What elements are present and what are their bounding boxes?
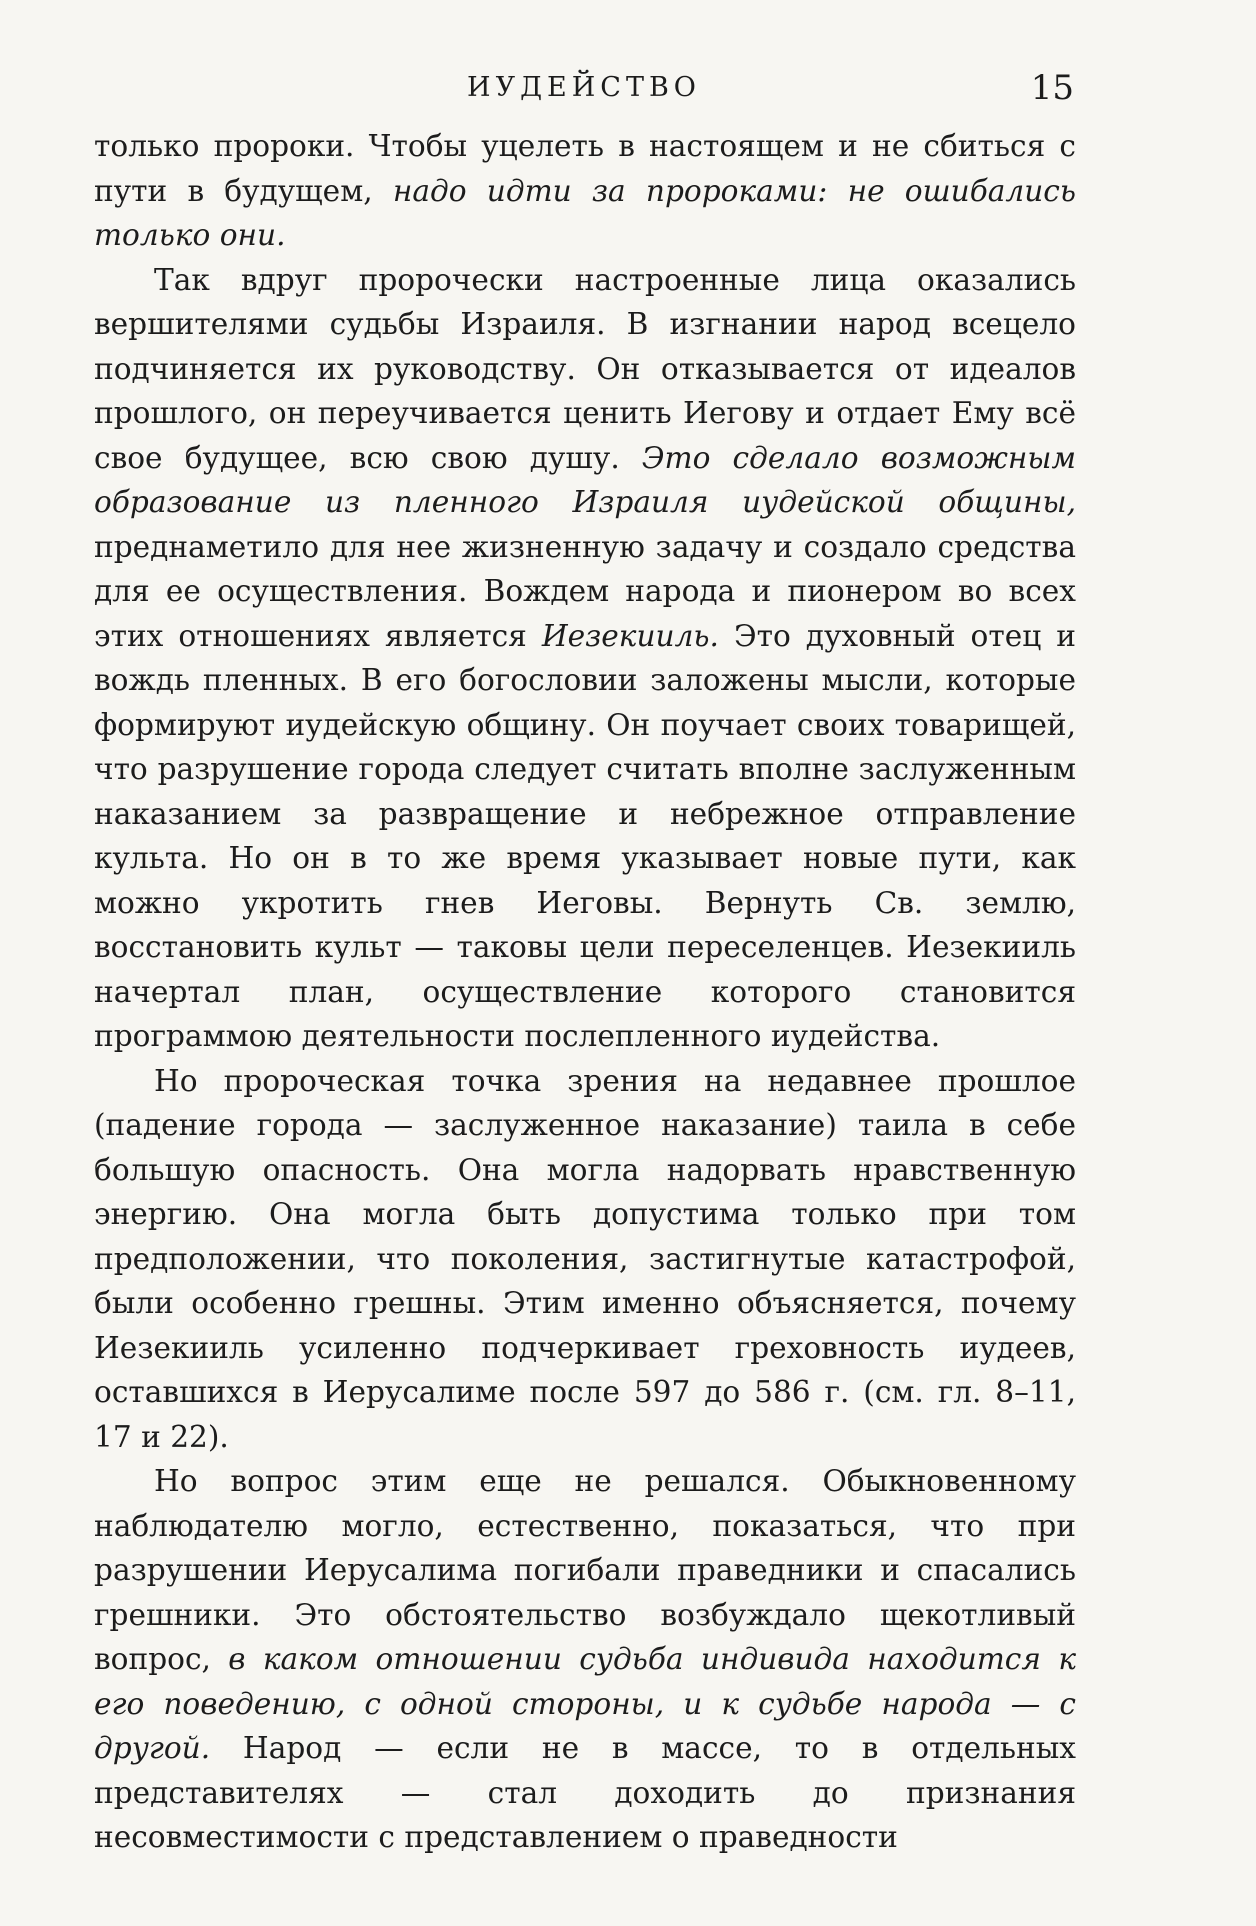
italic-emphasis: в каком отношении судьба индивида находится к его поведению, с одной стороны, и к судьбе народа — с другой. — [94, 1642, 1076, 1765]
paragraph-text: Это духовный отец и вождь пленных. В его богословии заложены мысли, которые формируют иудейскую общину. Он поучает своих товарищей, что разрушение города следует считать вполне заслуженным наказанием за развращение и небрежное отправление культа. Но он в то же время указывает новые пути, как можно укротить гнев Иеговы. Вернуть Св. землю, восстановить культ — таковы цели переселенцев. Иезекииль начертал план, осуществление которого становится программою деятельности послепленного иудейства. — [94, 618, 1076, 1053]
page-number: 15 — [1030, 68, 1074, 108]
paragraph-text: только пророки. Чтобы уцелеть в настоящем и не сбиться с пути в будущем, — [94, 129, 1076, 208]
paragraph-3 — [94, 1059, 1076, 1460]
paragraph-text: Но вопрос этим еще не решался. Обыкновенному наблюдателю могло, естественно, показаться, что при разрушении Иерусалима погибали праведники и спасались грешники. Это обстоятельство возбуждало щекотливый вопрос, — [94, 1464, 1076, 1676]
paragraph-text: Народ — если не в массе, то в отдельных представителях — стал доходить до признания несовместимости с представлением о праведности — [94, 1731, 1076, 1854]
body-text — [94, 124, 1076, 1860]
paragraph-2 — [94, 258, 1076, 1059]
paragraph-4 — [94, 1459, 1076, 1860]
italic-emphasis: Иезекииль. — [541, 618, 719, 653]
paragraph-1 — [94, 124, 1076, 258]
paragraph-text: Так вдруг пророчески настроенные лица оказались вершителями судьбы Израиля. В изгнании народ всецело подчиняется их руководству. Он отказывается от идеалов прошлого, он переучивается ценить Иегову и отдает Ему всё свое будущее, всю свою душу. — [94, 262, 1076, 475]
running-head — [94, 68, 1074, 108]
paragraph-text: Но пророческая точка зрения на недавнее прошлое (падение города — заслуженное наказание) таила в себе большую опасность. Она могла надорвать нравственную энергию. Она могла быть допустима только при том предположении, что поколения, застигнутые катастрофой, были особенно грешны. Этим именно объясняется, почему Иезекииль усиленно подчеркивает греховность иудеев, оставшихся в Иерусалиме после 597 до 586 г. (см. гл. 8–11, 17 и 22). — [94, 1063, 1076, 1454]
running-title: ИУДЕЙСТВО — [467, 72, 701, 103]
italic-emphasis: надо идти за пророками: не ошибались только они. — [94, 173, 1076, 252]
paragraph-text: преднаметило для нее жизненную задачу и создало средства для ее осуществления. Вождем народа и пионером во всех этих отношениях является — [94, 529, 1076, 653]
italic-emphasis: Это сделало возможным образование из пленного Израиля иудейской общины, — [94, 440, 1076, 519]
